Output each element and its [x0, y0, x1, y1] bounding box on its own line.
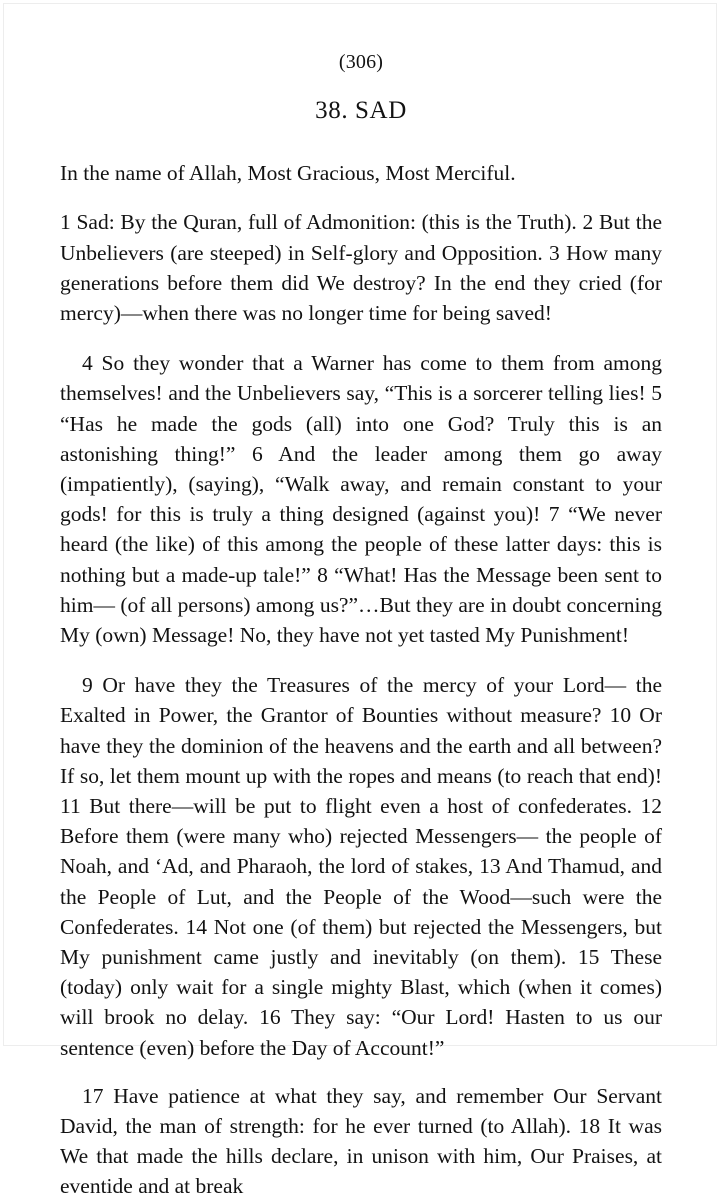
verse-paragraph-17-18: 17 Have patience at what they say, and remember Our Servant David, the man of strength: for he ever turned (to Allah). 18 It was We that made the hills declare, in unison with him, Our Praises, at eventide and at break [60, 1083, 662, 1199]
page-number: (306) [338, 51, 384, 73]
verse-paragraph-9-16: 9 Or have they the Treasures of the mercy of your Lord— the Exalted in Power, the Grantor of Bounties without measure? 10 Or have they the dominion of the heavens and the earth and all between? If so, let them mount up with the ropes and means (to reach that end)! 11 But there—will be put to flight even a host of confederates. 12 Before them (were many who) rejected Messengers— the people of Noah, and ʻAd, and Pharaoh, the lord of stakes, 13 And Thamud, and the People of Lut, and the People of the Wood—such were the Confederates. 14 Not one (of them) but rejected the Messengers, but My punishment came justly and inevitably (on them). 15 These (today) only wait for a single mighty Blast, which (when it comes) will brook no delay. 16 They say: “Our Lord! Hasten to us our sentence (even) before the Day of Account!” [60, 673, 662, 1060]
verse-paragraph-4-8: 4 So they wonder that a Warner has come to them from among themselves! and the Unbelievers say, “This is a sorcerer telling lies! 5 “Has he made the gods (all) into one God? Truly this is an astonishing thing!” 6 And the leader among them go away (impatiently), (saying), “Walk away, and remain constant to your gods! for this is truly a thing designed (against you)! 7 “We never heard (the like) of this among the people of these latter days: this is nothing but a made-up tale!” 8 “What! Has the Message been sent to him— (of all persons) among us?”…But they are in doubt concerning My (own) Message! No, they have not yet tasted My Punishment! [60, 351, 662, 648]
sura-title: 38. SAD [315, 97, 407, 124]
verse-paragraph-1-3: 1 Sad: By the Quran, full of Admonition: (this is the Truth). 2 But the Unbelievers (are steeped) in Self-glory and Opposition. 3 How many generations before them did We destroy? In the end they cried (for mercy)—when there was no longer time for being saved! [60, 210, 662, 325]
bismillah-line: In the name of Allah, Most Gracious, Most Merciful. [60, 161, 516, 185]
page-content [60, 0, 662, 1202]
